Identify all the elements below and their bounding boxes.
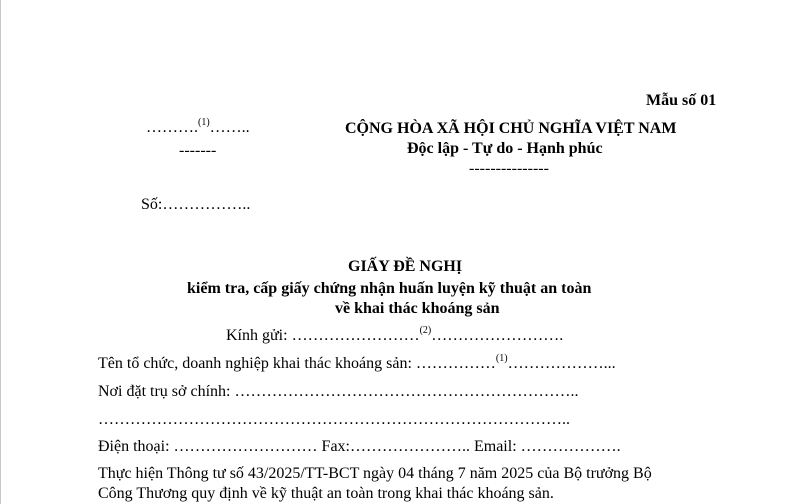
form-code: Mẫu số 01 bbox=[646, 92, 717, 109]
addressee-line bbox=[226, 324, 564, 345]
org-left-part1: ………. bbox=[146, 119, 198, 136]
footnote-ref-1b: (1) bbox=[495, 352, 508, 364]
document-subtitle-line1: kiểm tra, cấp giấy chứng nhận huấn luyện kỹ thuật an toàn bbox=[187, 280, 592, 297]
country-name: CỘNG HÒA XÃ HỘI CHỦ NGHĨA VIỆT NAM bbox=[345, 120, 677, 137]
body-paragraph-line1: Thực hiện Thông tư số 43/2025/TT-BCT ngày 04 tháng 7 năm 2025 của Bộ trưởng Bộ bbox=[98, 465, 652, 482]
org-left-part2: …….. bbox=[209, 119, 250, 136]
addressee-part2: ……………………. bbox=[431, 327, 564, 344]
organization-name-placeholder bbox=[146, 116, 250, 137]
body-paragraph-line2: Công Thương quy định về kỹ thuật an toàn trong khai thác khoáng sản. bbox=[98, 485, 554, 502]
document-number: Số:…………….. bbox=[141, 196, 251, 213]
footnote-ref-2: (2) bbox=[419, 324, 432, 336]
document-title: GIẤY ĐỀ NGHỊ bbox=[348, 258, 463, 275]
org-divider: ------- bbox=[179, 142, 217, 159]
contact-line: Điện thoại: ……………………… Fax:………………….. Email: ………………. bbox=[98, 438, 621, 455]
national-motto: Độc lập - Tự do - Hạnh phúc bbox=[407, 140, 603, 157]
page-edge bbox=[0, 0, 1, 504]
organization-part2: ………………... bbox=[507, 355, 616, 372]
motto-divider: --------------- bbox=[469, 160, 549, 177]
addressee-part1: Kính gửi: …………………… bbox=[226, 327, 420, 344]
head-office-continuation: …………………………………………………………………………….. bbox=[98, 411, 570, 428]
organization-line bbox=[98, 352, 616, 373]
footnote-ref-1: (1) bbox=[198, 116, 210, 128]
document-subtitle-line2: về khai thác khoáng sản bbox=[335, 300, 500, 317]
head-office-line: Nơi đặt trụ sở chính: ……………………………………………………….. bbox=[98, 383, 579, 400]
organization-part1: Tên tổ chức, doanh nghiệp khai thác khoáng sản: …………… bbox=[98, 355, 496, 372]
